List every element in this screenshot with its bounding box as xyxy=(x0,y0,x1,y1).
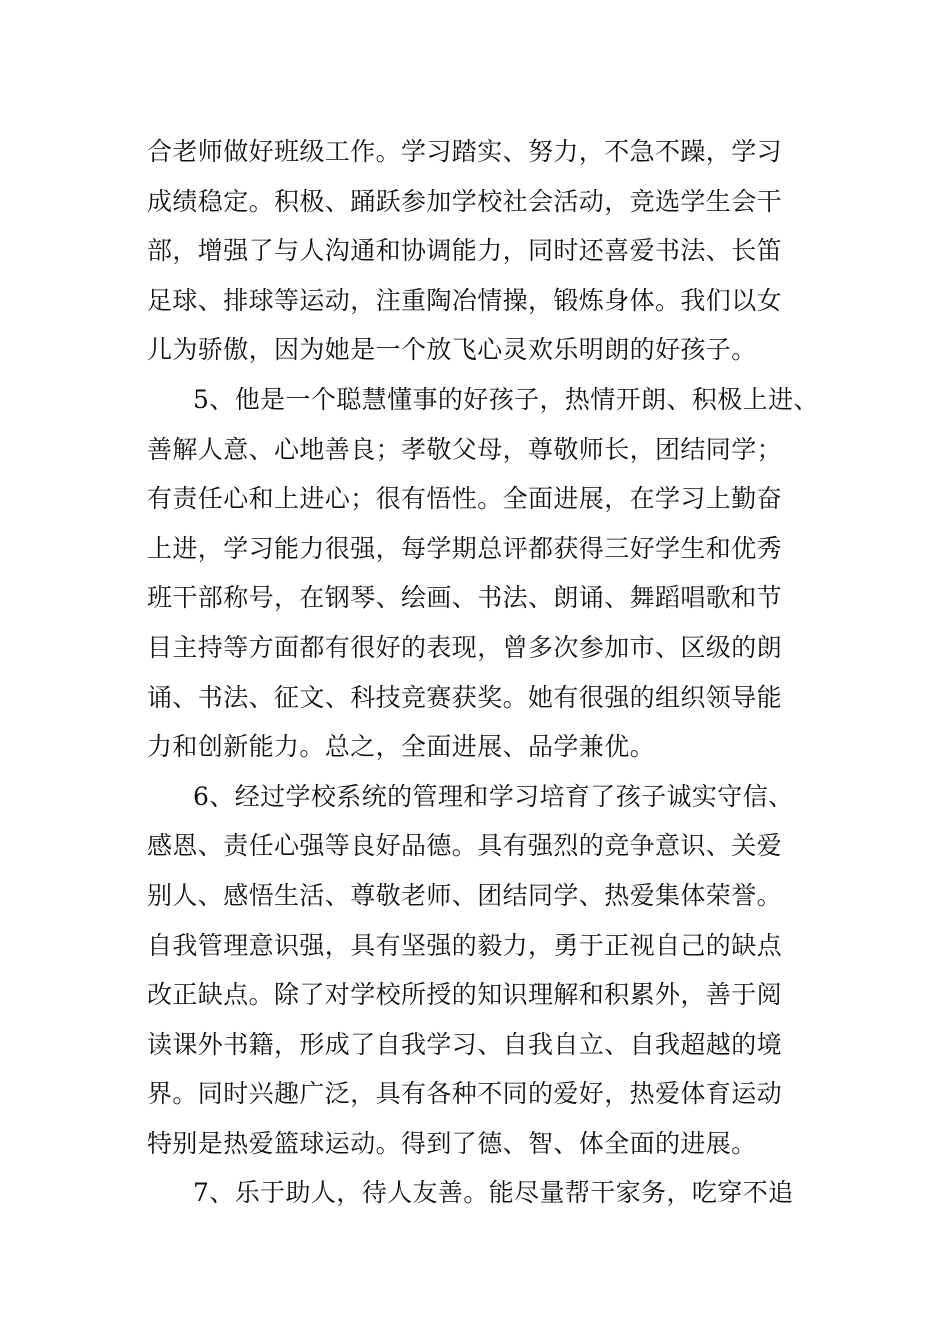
text-line: 界。同时兴趣广泛，具有各种不同的爱好，热爱体育运动 xyxy=(147,1079,783,1109)
text-line: 力和创新能力。总之，全面进展、品学兼优。 xyxy=(147,732,656,762)
text-line: 善解人意、心地善良；孝敬父母，尊敬师长，团结同学； xyxy=(147,434,783,464)
text-line: 班干部称号，在钢琴、绘画、书法、朗诵、舞蹈唱歌和节 xyxy=(147,583,783,613)
text-line: 特别是热爱篮球运动。得到了德、智、体全面的进展。 xyxy=(147,1128,757,1158)
text-line: 自我管理意识强，具有坚强的毅力，勇于正视自己的缺点 xyxy=(147,930,783,960)
text-line: 改正缺点。除了对学校所授的知识理解和积累外，善于阅 xyxy=(147,980,783,1010)
paragraph-start-line: 7、乐于助人，待人友善。能尽量帮干家务，吃穿不追 xyxy=(193,1178,794,1208)
text-line: 目主持等方面都有很好的表现，曾多次参加市、区级的朗 xyxy=(147,632,783,662)
text-line: 上进，学习能力很强，每学期总评都获得三好学生和优秀 xyxy=(147,533,783,563)
text-line: 别人、感悟生活、尊敬老师、团结同学、热爱集体荣誉。 xyxy=(147,880,783,910)
paragraph-start-line: 5、他是一个聪慧懂事的好孩子，热情开朗、积极上进、 xyxy=(193,384,819,414)
document-body-text xyxy=(147,127,817,1218)
text-line: 足球、排球等运动，注重陶冶情操，锻炼身体。我们以女 xyxy=(147,285,783,315)
text-line: 感恩、责任心强等良好品德。具有强烈的竞争意识、关爱 xyxy=(147,831,783,861)
text-line: 诵、书法、征文、科技竞赛获奖。她有很强的组织领导能 xyxy=(147,682,783,712)
text-line: 儿为骄傲，因为她是一个放飞心灵欢乐明朗的好孩子。 xyxy=(147,335,757,365)
text-line: 合老师做好班级工作。学习踏实、努力，不急不躁，学习 xyxy=(147,137,783,166)
paragraph-start-line: 6、经过学校系统的管理和学习培育了孩子诚实守信、 xyxy=(193,781,794,811)
text-line: 读课外书籍，形成了自我学习、自我自立、自我超越的境 xyxy=(147,1029,783,1059)
text-line: 有责任心和上进心；很有悟性。全面进展，在学习上勤奋 xyxy=(147,484,783,514)
text-line: 成绩稳定。积极、踊跃参加学校社会活动，竞选学生会干 xyxy=(147,186,783,216)
text-line: 部，增强了与人沟通和协调能力，同时还喜爱书法、长笛 xyxy=(147,236,783,266)
